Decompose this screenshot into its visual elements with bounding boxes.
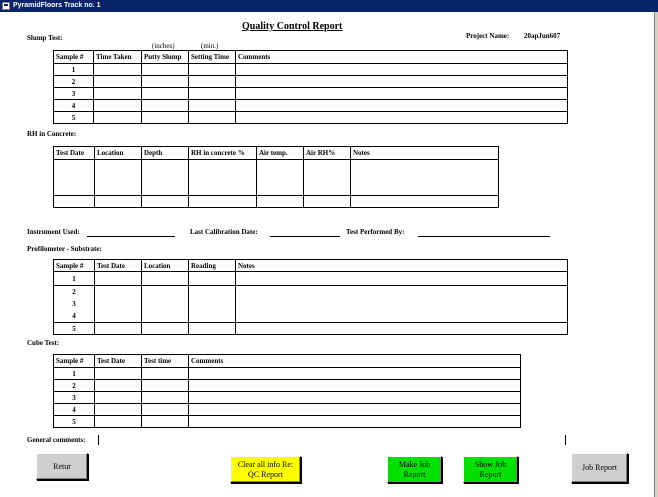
table-row[interactable] xyxy=(54,88,568,100)
table-cell[interactable] xyxy=(142,196,189,208)
table-cell[interactable] xyxy=(142,88,189,100)
table-row[interactable] xyxy=(54,404,521,416)
make-job-report-button[interactable]: Make Job Report xyxy=(387,456,442,483)
profilometer-row-number: 5 xyxy=(54,323,95,335)
table-cell[interactable] xyxy=(142,380,189,392)
profilometer-col-notes: Notes xyxy=(236,260,568,272)
slump-unit-inches: (inches) xyxy=(152,42,175,50)
report-title: Quality Control Report xyxy=(242,21,343,32)
window-title: PyramidFloors Track no. 1 xyxy=(13,2,101,9)
table-cell[interactable] xyxy=(304,160,351,196)
table-cell[interactable] xyxy=(95,368,142,380)
project-name-label: Project Name: xyxy=(466,32,510,40)
clear-qc-report-button[interactable]: Clear all info Re: QC Report xyxy=(230,456,301,483)
table-row[interactable] xyxy=(54,368,521,380)
rh-col-test-date: Test Date xyxy=(54,147,95,160)
cube-row-number: 3 xyxy=(54,392,95,404)
table-cell[interactable] xyxy=(257,160,304,196)
slump-row-number: 3 xyxy=(54,88,94,100)
table-row[interactable] xyxy=(54,272,568,286)
project-name-value[interactable]: 20apJun607 xyxy=(524,32,561,40)
cube-col-sample: Sample # xyxy=(54,355,95,368)
table-cell[interactable] xyxy=(94,64,142,76)
profilometer-rows-2-4 xyxy=(54,286,95,323)
slump-col-setting-time: Setting Time xyxy=(189,51,236,64)
table-row[interactable] xyxy=(54,392,521,404)
table-cell[interactable] xyxy=(142,64,189,76)
rh-col-depth: Depth xyxy=(142,147,189,160)
profilometer-table xyxy=(53,259,568,335)
table-cell[interactable] xyxy=(236,112,568,124)
instrument-used-label: Instrument Used: xyxy=(27,228,80,236)
profilometer-col-test-date: Test Date xyxy=(95,260,142,272)
table-row[interactable] xyxy=(54,380,521,392)
return-button[interactable]: Retur xyxy=(36,453,88,480)
test-performed-field[interactable] xyxy=(418,236,550,237)
table-cell[interactable] xyxy=(95,416,142,428)
table-cell[interactable] xyxy=(236,100,568,112)
window-titlebar[interactable] xyxy=(0,0,658,12)
table-cell[interactable] xyxy=(142,416,189,428)
table-cell[interactable] xyxy=(236,76,568,88)
cube-col-comments: Comments xyxy=(189,355,521,368)
general-comments-label: General comments: xyxy=(27,436,86,444)
general-comments-field-right-edge[interactable] xyxy=(565,435,566,445)
cube-col-test-date: Test Date xyxy=(95,355,142,368)
table-cell[interactable] xyxy=(236,286,568,323)
table-cell[interactable] xyxy=(94,112,142,124)
table-cell[interactable] xyxy=(94,76,142,88)
test-performed-label: Test Performed By: xyxy=(346,228,405,236)
slump-section-label: Slump Test: xyxy=(27,34,63,42)
cube-row-number: 5 xyxy=(54,416,95,428)
table-cell[interactable] xyxy=(189,380,521,392)
cube-table xyxy=(53,354,521,428)
profilometer-row-number: 4 xyxy=(72,312,76,320)
cube-row-number: 4 xyxy=(54,404,95,416)
table-cell[interactable] xyxy=(189,112,236,124)
slump-col-time-taken: Time Taken xyxy=(94,51,142,64)
rh-section-label: RH in Concrete: xyxy=(27,130,77,138)
slump-unit-min: (min.) xyxy=(201,42,219,50)
table-cell[interactable] xyxy=(189,323,236,335)
table-row[interactable] xyxy=(54,76,568,88)
slump-row-number: 5 xyxy=(54,112,94,124)
cube-row-number: 1 xyxy=(54,368,95,380)
show-job-report-button[interactable]: Show Job Report xyxy=(463,456,518,483)
table-cell[interactable] xyxy=(142,404,189,416)
profilometer-row-number: 1 xyxy=(54,272,95,286)
table-cell[interactable] xyxy=(95,272,142,286)
profilometer-row-number: 2 xyxy=(72,288,76,296)
table-row[interactable] xyxy=(54,64,568,76)
cube-section-label: Cube Test: xyxy=(27,339,60,347)
profilometer-col-reading: Reading xyxy=(189,260,236,272)
table-cell[interactable] xyxy=(54,196,95,208)
rh-col-air-temp: Air temp. xyxy=(257,147,304,160)
table-cell[interactable] xyxy=(94,88,142,100)
slump-col-comments: Comments xyxy=(236,51,568,64)
table-row[interactable] xyxy=(54,416,521,428)
rh-col-location: Location xyxy=(95,147,142,160)
window-icon xyxy=(2,2,10,10)
table-cell[interactable] xyxy=(95,404,142,416)
table-row[interactable] xyxy=(54,100,568,112)
table-cell[interactable] xyxy=(189,404,521,416)
table-cell[interactable] xyxy=(236,323,568,335)
table-cell[interactable] xyxy=(142,368,189,380)
table-cell[interactable] xyxy=(189,368,521,380)
slump-row-number: 4 xyxy=(54,100,94,112)
table-cell[interactable] xyxy=(95,196,142,208)
table-cell[interactable] xyxy=(236,272,568,286)
rh-table xyxy=(53,146,499,208)
table-cell[interactable] xyxy=(95,160,142,196)
table-cell[interactable] xyxy=(189,286,236,323)
table-cell[interactable] xyxy=(189,64,236,76)
table-cell[interactable] xyxy=(189,76,236,88)
job-report-button[interactable]: Job Report xyxy=(571,453,628,483)
last-calibration-field[interactable] xyxy=(270,236,340,237)
table-cell[interactable] xyxy=(189,272,236,286)
profilometer-section-label: Profilometer - Substrate: xyxy=(27,245,102,253)
table-cell[interactable] xyxy=(189,196,257,208)
table-cell[interactable] xyxy=(142,160,189,196)
cube-header-row xyxy=(54,355,521,368)
rh-col-notes: Notes xyxy=(351,147,499,160)
rh-col-air-rh: Air RH% xyxy=(304,147,351,160)
table-cell[interactable] xyxy=(142,323,189,335)
table-cell[interactable] xyxy=(257,196,304,208)
table-cell[interactable] xyxy=(189,88,236,100)
general-comments-field-left-edge[interactable] xyxy=(98,435,99,445)
table-cell[interactable] xyxy=(142,272,189,286)
table-cell[interactable] xyxy=(54,160,95,196)
slump-col-putty-slump: Putty Slump xyxy=(142,51,189,64)
table-cell[interactable] xyxy=(351,196,499,208)
profilometer-col-location: Location xyxy=(142,260,189,272)
slump-col-sample: Sample # xyxy=(54,51,94,64)
table-cell[interactable] xyxy=(95,323,142,335)
table-cell[interactable] xyxy=(142,392,189,404)
table-cell[interactable] xyxy=(236,88,568,100)
table-cell[interactable] xyxy=(142,100,189,112)
last-calibration-label: Last Calibration Date: xyxy=(190,228,258,236)
table-cell[interactable] xyxy=(94,100,142,112)
rh-header-row xyxy=(54,147,499,160)
profilometer-header-row xyxy=(54,260,568,272)
table-row[interactable] xyxy=(54,160,499,196)
profilometer-col-sample: Sample # xyxy=(54,260,95,272)
table-cell[interactable] xyxy=(142,286,189,323)
slump-row-number: 2 xyxy=(54,76,94,88)
slump-table xyxy=(53,50,568,124)
table-cell[interactable] xyxy=(189,100,236,112)
instrument-used-field[interactable] xyxy=(87,236,175,237)
table-cell[interactable] xyxy=(189,392,521,404)
window-right-edge xyxy=(654,12,658,497)
table-cell[interactable] xyxy=(304,196,351,208)
rh-col-rh-concrete: RH in concrete % xyxy=(189,147,257,160)
cube-col-test-time: Test time xyxy=(142,355,189,368)
slump-row-number: 1 xyxy=(54,64,94,76)
table-cell[interactable] xyxy=(236,64,568,76)
table-cell[interactable] xyxy=(95,286,142,323)
table-row[interactable] xyxy=(54,323,568,335)
table-cell[interactable] xyxy=(189,416,521,428)
table-cell[interactable] xyxy=(95,392,142,404)
table-row[interactable] xyxy=(54,112,568,124)
table-row[interactable] xyxy=(54,196,499,208)
cube-row-number: 2 xyxy=(54,380,95,392)
table-cell[interactable] xyxy=(351,160,499,196)
table-cell[interactable] xyxy=(189,160,257,196)
table-cell[interactable] xyxy=(142,112,189,124)
table-row[interactable] xyxy=(54,286,568,323)
table-cell[interactable] xyxy=(142,76,189,88)
table-cell[interactable] xyxy=(95,380,142,392)
profilometer-row-number: 3 xyxy=(72,300,76,308)
slump-header-row xyxy=(54,51,568,64)
